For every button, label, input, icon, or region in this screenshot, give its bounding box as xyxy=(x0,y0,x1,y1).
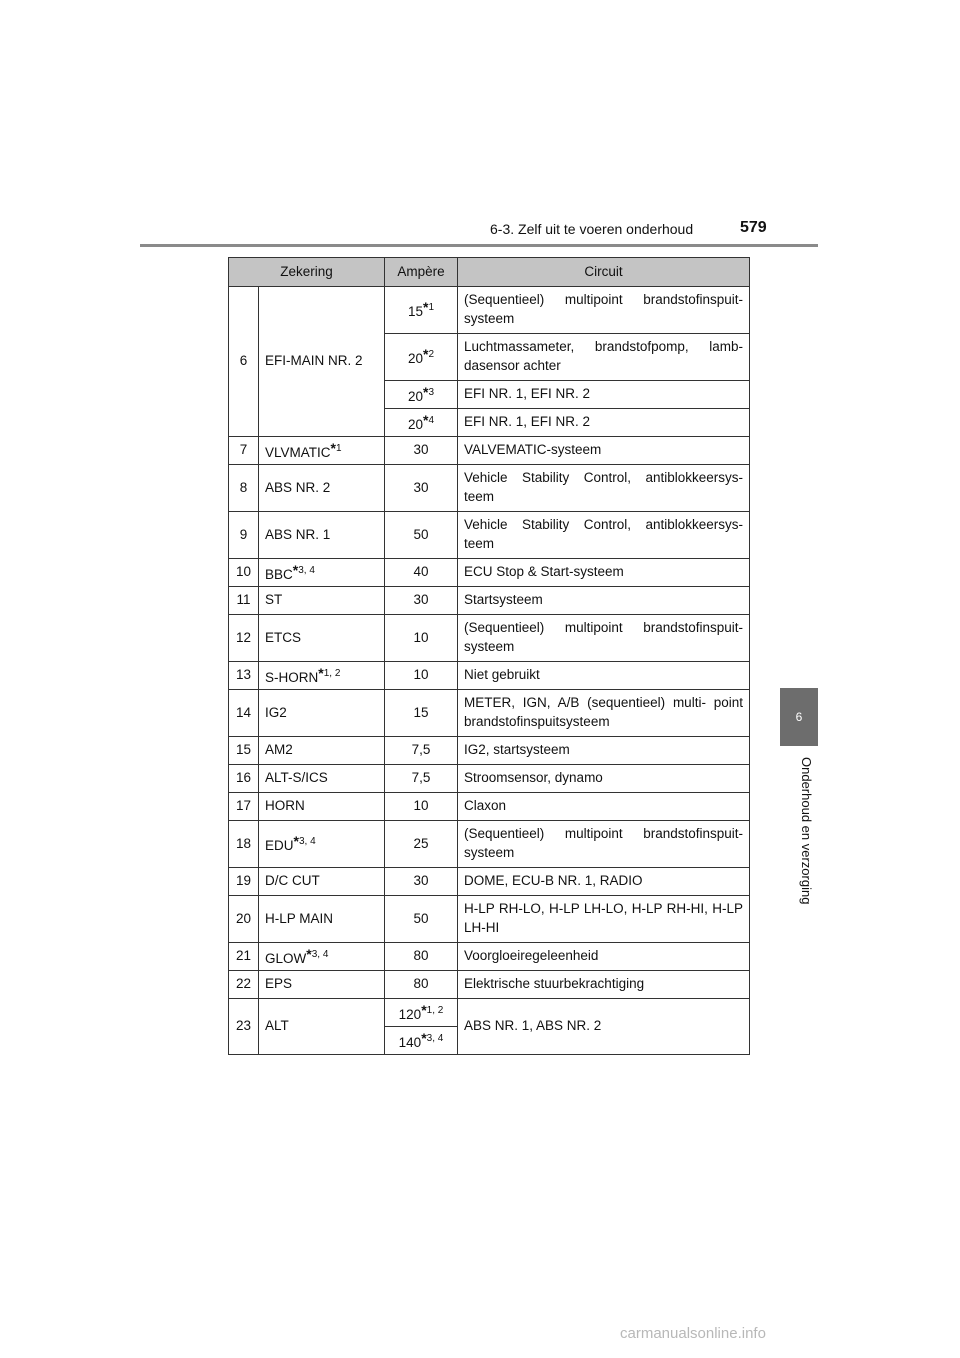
fuse-name-cell xyxy=(259,437,385,465)
fuse-number: 20 xyxy=(229,896,259,943)
ampere-value: 10 xyxy=(385,793,458,821)
circuit-cell: EFI NR. 1, EFI NR. 2 xyxy=(458,381,750,409)
ampere-cell xyxy=(385,1027,458,1055)
ampere-value: 80 xyxy=(385,943,458,971)
fuse-name: ALT xyxy=(259,999,385,1055)
table-row xyxy=(229,793,750,821)
circuit-cell: Vehicle Stability Control, antiblokkeersys- teem xyxy=(458,512,750,559)
fuse-name: IG2 xyxy=(259,690,385,737)
column-header-fuse: Zekering xyxy=(229,258,385,287)
ampere-cell xyxy=(385,287,458,334)
ampere-value: 140 xyxy=(398,1034,422,1050)
fuse-name-cell xyxy=(259,943,385,971)
table-row xyxy=(229,868,750,896)
fuse-name: EDU xyxy=(265,838,294,854)
fuse-number: 7 xyxy=(229,437,259,465)
fuse-number: 23 xyxy=(229,999,259,1055)
fuse-name: EFI-MAIN NR. 2 xyxy=(259,287,385,437)
circuit-cell: Claxon xyxy=(458,793,750,821)
footnote-ref: 3, 4 xyxy=(311,948,329,960)
fuse-number: 12 xyxy=(229,615,259,662)
ampere-value: 25 xyxy=(385,821,458,868)
ampere-value: 20 xyxy=(407,351,423,367)
ampere-value: 7,5 xyxy=(385,737,458,765)
asterisk-icon: * xyxy=(318,664,324,681)
header-divider xyxy=(140,244,818,247)
table-row xyxy=(229,287,750,334)
circuit-cell: Luchtmassameter, brandstofpomp, lamb- dasensor achter xyxy=(458,334,750,381)
column-header-ampere: Ampère xyxy=(385,258,458,287)
fuse-number: 22 xyxy=(229,971,259,999)
fuse-name: ABS NR. 1 xyxy=(259,512,385,559)
fuse-name: VLVMATIC xyxy=(265,444,331,460)
chapter-tab[interactable] xyxy=(780,688,818,746)
circuit-cell: (Sequentieel) multipoint brandstofinspuit- systeem xyxy=(458,287,750,334)
fuse-number: 6 xyxy=(229,287,259,437)
circuit-cell: METER, IGN, A/B (sequentieel) multi- point brandstofinspuitsysteem xyxy=(458,690,750,737)
column-header-circuit: Circuit xyxy=(458,258,750,287)
ampere-value: 10 xyxy=(385,662,458,690)
footnote-ref: 3, 4 xyxy=(298,564,315,576)
table-row xyxy=(229,512,750,559)
chapter-label: Onderhoud en verzorging xyxy=(799,757,814,905)
ampere-value: 120 xyxy=(398,1006,422,1022)
section-title: 6-3. Zelf uit te voeren onderhoud xyxy=(490,221,694,237)
circuit-cell: (Sequentieel) multipoint brandstofinspuit- systeem xyxy=(458,821,750,868)
fuse-name: EPS xyxy=(259,971,385,999)
circuit-cell: ECU Stop & Start-systeem xyxy=(458,559,750,587)
ampere-value: 80 xyxy=(385,971,458,999)
table-row xyxy=(229,690,750,737)
ampere-value: 30 xyxy=(385,868,458,896)
chapter-number: 6 xyxy=(795,710,803,724)
table-row xyxy=(229,896,750,943)
asterisk-icon: * xyxy=(423,346,429,363)
fuse-name: BBC xyxy=(265,566,293,582)
page-number: 579 xyxy=(740,219,767,236)
fuse-number: 19 xyxy=(229,868,259,896)
fuse-name: H-LP MAIN xyxy=(259,896,385,943)
fuse-name: AM2 xyxy=(259,737,385,765)
footnote-ref: 1 xyxy=(428,302,435,314)
footnote-ref: 3, 4 xyxy=(426,1032,444,1044)
circuit-cell: VALVEMATIC-systeem xyxy=(458,437,750,465)
ampere-cell xyxy=(385,334,458,381)
table-row xyxy=(229,765,750,793)
fuse-number: 18 xyxy=(229,821,259,868)
fuse-name: S-HORN xyxy=(265,669,319,685)
circuit-cell: Vehicle Stability Control, antiblokkeersys- teem xyxy=(458,465,750,512)
circuit-cell: Stroomsensor, dynamo xyxy=(458,765,750,793)
table-row xyxy=(229,587,750,615)
fuse-name: ALT-S/ICS xyxy=(259,765,385,793)
asterisk-icon: * xyxy=(421,1029,427,1046)
fuse-name-cell xyxy=(259,821,385,868)
circuit-cell: EFI NR. 1, EFI NR. 2 xyxy=(458,409,750,437)
table-row xyxy=(229,559,750,587)
table-row xyxy=(229,662,750,690)
fuse-name: D/C CUT xyxy=(259,868,385,896)
ampere-value: 15 xyxy=(407,304,423,320)
ampere-value: 7,5 xyxy=(385,765,458,793)
fuse-number: 14 xyxy=(229,690,259,737)
fuse-number: 11 xyxy=(229,587,259,615)
footnote-ref: 2 xyxy=(428,349,435,361)
ampere-value: 20 xyxy=(407,388,423,404)
footnote-ref: 1, 2 xyxy=(426,1004,444,1016)
asterisk-icon: * xyxy=(421,1001,427,1018)
circuit-cell: IG2, startsysteem xyxy=(458,737,750,765)
fuse-name: ABS NR. 2 xyxy=(259,465,385,512)
asterisk-icon: * xyxy=(293,833,299,850)
asterisk-icon: * xyxy=(423,411,429,428)
asterisk-icon: * xyxy=(423,383,429,400)
fuse-number: 13 xyxy=(229,662,259,690)
watermark-text: carmanualsonline.info xyxy=(620,1325,766,1342)
ampere-value: 50 xyxy=(385,512,458,559)
circuit-cell: Voorgloeiregeleenheid xyxy=(458,943,750,971)
footnote-ref: 1, 2 xyxy=(323,667,341,679)
ampere-value: 40 xyxy=(385,559,458,587)
table-row xyxy=(229,465,750,512)
asterisk-icon: * xyxy=(292,561,299,578)
fuse-name: HORN xyxy=(259,793,385,821)
asterisk-icon: * xyxy=(423,299,429,316)
table-row xyxy=(229,971,750,999)
fuse-number: 8 xyxy=(229,465,259,512)
ampere-value: 20 xyxy=(407,416,423,432)
ampere-cell xyxy=(385,381,458,409)
footnote-ref: 4 xyxy=(428,414,435,426)
fuse-table xyxy=(228,257,750,1055)
ampere-value: 30 xyxy=(385,437,458,465)
fuse-name: ST xyxy=(259,587,385,615)
fuse-name: ETCS xyxy=(259,615,385,662)
table-row xyxy=(229,943,750,971)
fuse-name: GLOW xyxy=(265,950,307,966)
ampere-value: 30 xyxy=(385,587,458,615)
circuit-cell: Elektrische stuurbekrachtiging xyxy=(458,971,750,999)
circuit-cell: DOME, ECU-B NR. 1, RADIO xyxy=(458,868,750,896)
asterisk-icon: * xyxy=(306,945,312,962)
footnote-ref: 1 xyxy=(335,442,342,454)
fuse-number: 15 xyxy=(229,737,259,765)
circuit-cell: ABS NR. 1, ABS NR. 2 xyxy=(458,999,750,1055)
circuit-cell: Startsysteem xyxy=(458,587,750,615)
fuse-name-cell xyxy=(259,559,385,587)
table-row xyxy=(229,999,750,1027)
table-row xyxy=(229,737,750,765)
fuse-name-cell xyxy=(259,662,385,690)
table-row xyxy=(229,615,750,662)
circuit-cell: (Sequentieel) multipoint brandstofinspuit- systeem xyxy=(458,615,750,662)
ampere-value: 15 xyxy=(385,690,458,737)
ampere-value: 10 xyxy=(385,615,458,662)
circuit-cell: Niet gebruikt xyxy=(458,662,750,690)
fuse-number: 17 xyxy=(229,793,259,821)
ampere-value: 50 xyxy=(385,896,458,943)
footnote-ref: 3 xyxy=(428,386,435,398)
asterisk-icon: * xyxy=(330,439,336,456)
ampere-cell xyxy=(385,409,458,437)
table-header-row xyxy=(229,258,750,287)
fuse-number: 9 xyxy=(229,512,259,559)
table-row xyxy=(229,821,750,868)
footnote-ref: 3, 4 xyxy=(298,836,316,848)
ampere-cell xyxy=(385,999,458,1027)
fuse-number: 10 xyxy=(229,559,259,587)
table-row xyxy=(229,437,750,465)
fuse-number: 21 xyxy=(229,943,259,971)
ampere-value: 30 xyxy=(385,465,458,512)
circuit-cell: H-LP RH-LO, H-LP LH-LO, H-LP RH-HI, H-LP LH-HI xyxy=(458,896,750,943)
fuse-number: 16 xyxy=(229,765,259,793)
